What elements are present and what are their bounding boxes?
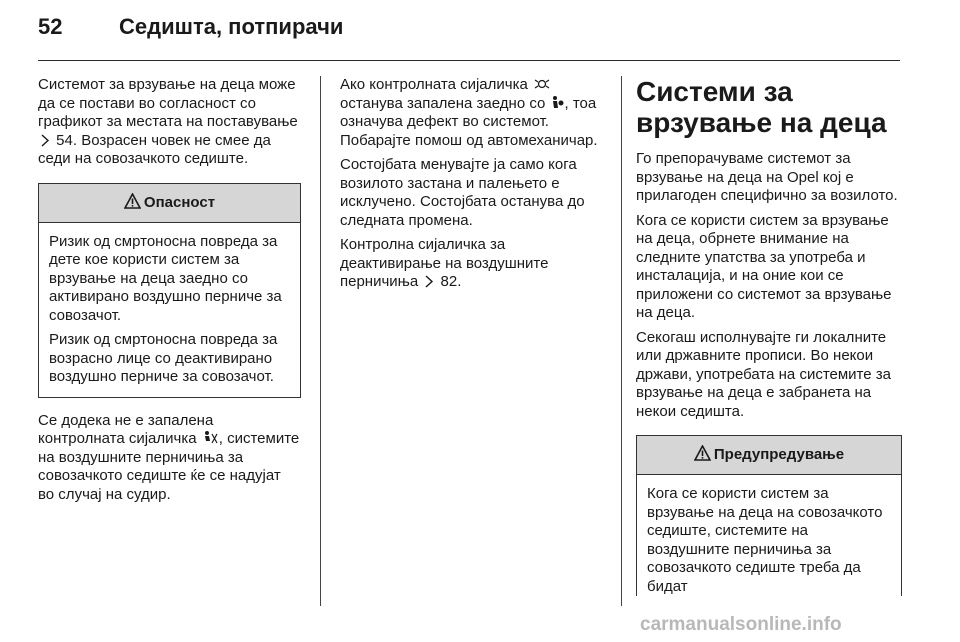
- page-number: 52: [38, 14, 63, 39]
- callout-header: Опасност: [39, 184, 300, 223]
- paragraph: Состојбата менувајте ја само кога возилото застана и палењето е исклучено. Состојбата останува до следната промена.: [340, 156, 585, 229]
- page-header: [0, 0, 960, 52]
- page-reference-icon: [40, 134, 50, 147]
- column-3: [636, 76, 902, 610]
- callout-body: [39, 223, 300, 397]
- paragraph: Ако контролната сијаличка останува запалена заедно со , тоа означува дефект во системот. Побарајте помош од автомеханичар.: [340, 76, 598, 149]
- callout-header: Предупредување: [637, 436, 901, 475]
- warning-callout: [636, 435, 902, 596]
- header-rule: [38, 60, 900, 61]
- paragraph: Се додека не е запалена контролната сијаличка , системите на воздушните перничиња за совозачкото седиште ќе се надујат во случај на судир.: [38, 411, 300, 503]
- page-title: Седишта, потпирачи: [119, 14, 344, 39]
- paragraph: Го препорачуваме системот за врзување на деца на Opel кој е прилагоден специфично за возилото.: [636, 150, 898, 204]
- column-divider: [621, 76, 622, 606]
- paragraph: Кога се користи систем за врзување на деца, обрнете внимание на следните упатства за употреба и инсталација, и на оние кои се приложени со системот за врзување на деца.: [636, 211, 892, 321]
- warning-triangle-icon: [694, 445, 711, 461]
- paragraph: Секогаш исполнувајте ги локалните или државните прописи. Во некои држави, употребата на системите за врзување на деца е забранета на некои седишта.: [636, 328, 891, 420]
- column-2: [340, 76, 605, 298]
- page-reference-icon: [424, 275, 434, 288]
- watermark: carmanualsonline.info: [640, 614, 842, 635]
- danger-callout: [38, 183, 301, 398]
- airbag-warning-icon: [551, 95, 564, 110]
- airbag-indicator-icon: [533, 77, 551, 91]
- paragraph: Кога се користи систем за врзување на деца на совозачкото седиште, системите на воздушните перничиња за совозачкото седиште треба да бидат: [647, 485, 883, 595]
- warning-triangle-icon: [124, 193, 141, 209]
- callout-body: [637, 475, 901, 596]
- paragraph: Контролна сијаличка за деактивирање на воздушните перничиња 82.: [340, 236, 549, 290]
- paragraph: Ризик од смртоносна повреда за возрасно лице со деактивирано воздушно перниче за совозачот.: [49, 331, 278, 385]
- paragraph: Ризик од смртоносна повреда за дете кое користи систем за врзување на деца заедно со активирано воздушно перниче за совозачот.: [49, 232, 282, 324]
- column-1: [38, 76, 301, 510]
- paragraph: Системот за врзување на деца може да се постави во согласност со графикот за местата на поставување 54. Возрасен човек не смее да седи на совозачкото седиште.: [38, 76, 298, 167]
- airbag-off-icon: [202, 430, 218, 445]
- column-divider: [320, 76, 321, 606]
- section-heading: Системи за врзување на деца: [636, 76, 887, 138]
